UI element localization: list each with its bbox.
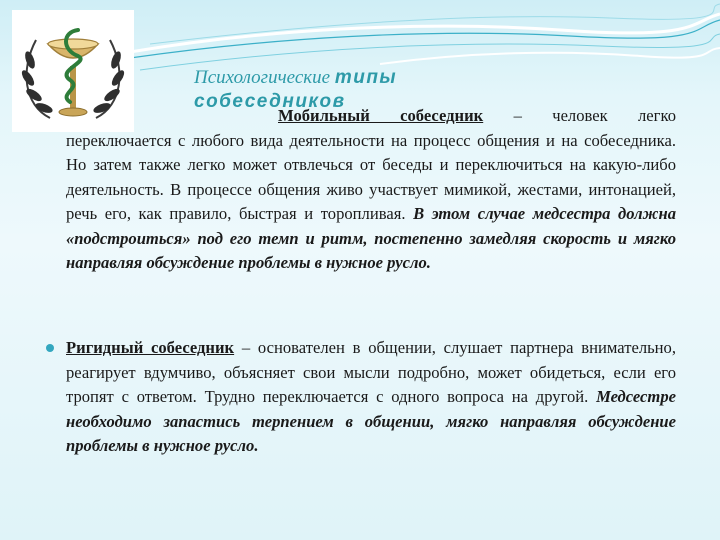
title-part2: типы собеседников <box>194 67 398 112</box>
description-mobile: – человек легко переключается с любого вида деятельности на процесс общения и на собеседника. Но затем также легко может отвлечься от беседы и переключиться на какую-либо деятельность. В процессе общения живо участвует мимикой, жестами, интонацией, речь его, как правило, быстрая и торопливая. <box>66 106 676 223</box>
term-mobile: Мобильный собеседник <box>278 106 484 125</box>
paragraph-rigid <box>66 336 676 459</box>
paragraph-mobile <box>66 104 676 276</box>
recommendation-rigid: Медсестре необходимо запастись терпением в общении, мягко направляя обсуждение проблемы в нужное русло. <box>66 387 676 455</box>
recommendation-mobile: В этом случае медсестра должна «подстроиться» под его темп и ритм, постепенно замедляя скорость и мягко направляя обсуждение проблемы в нужное русло. <box>66 204 676 272</box>
description-rigid: – основателен в общении, слушает партнера внимательно, реагирует вдумчиво, объясняет свои мысли подробно, может обидеться, если его тропят с ответом. Трудно переключается с одного вопроса на другой. <box>66 338 677 406</box>
title-part1: Психологические <box>194 67 331 88</box>
term-rigid: Ригидный собеседник <box>66 338 235 357</box>
bullet-icon <box>46 344 54 352</box>
